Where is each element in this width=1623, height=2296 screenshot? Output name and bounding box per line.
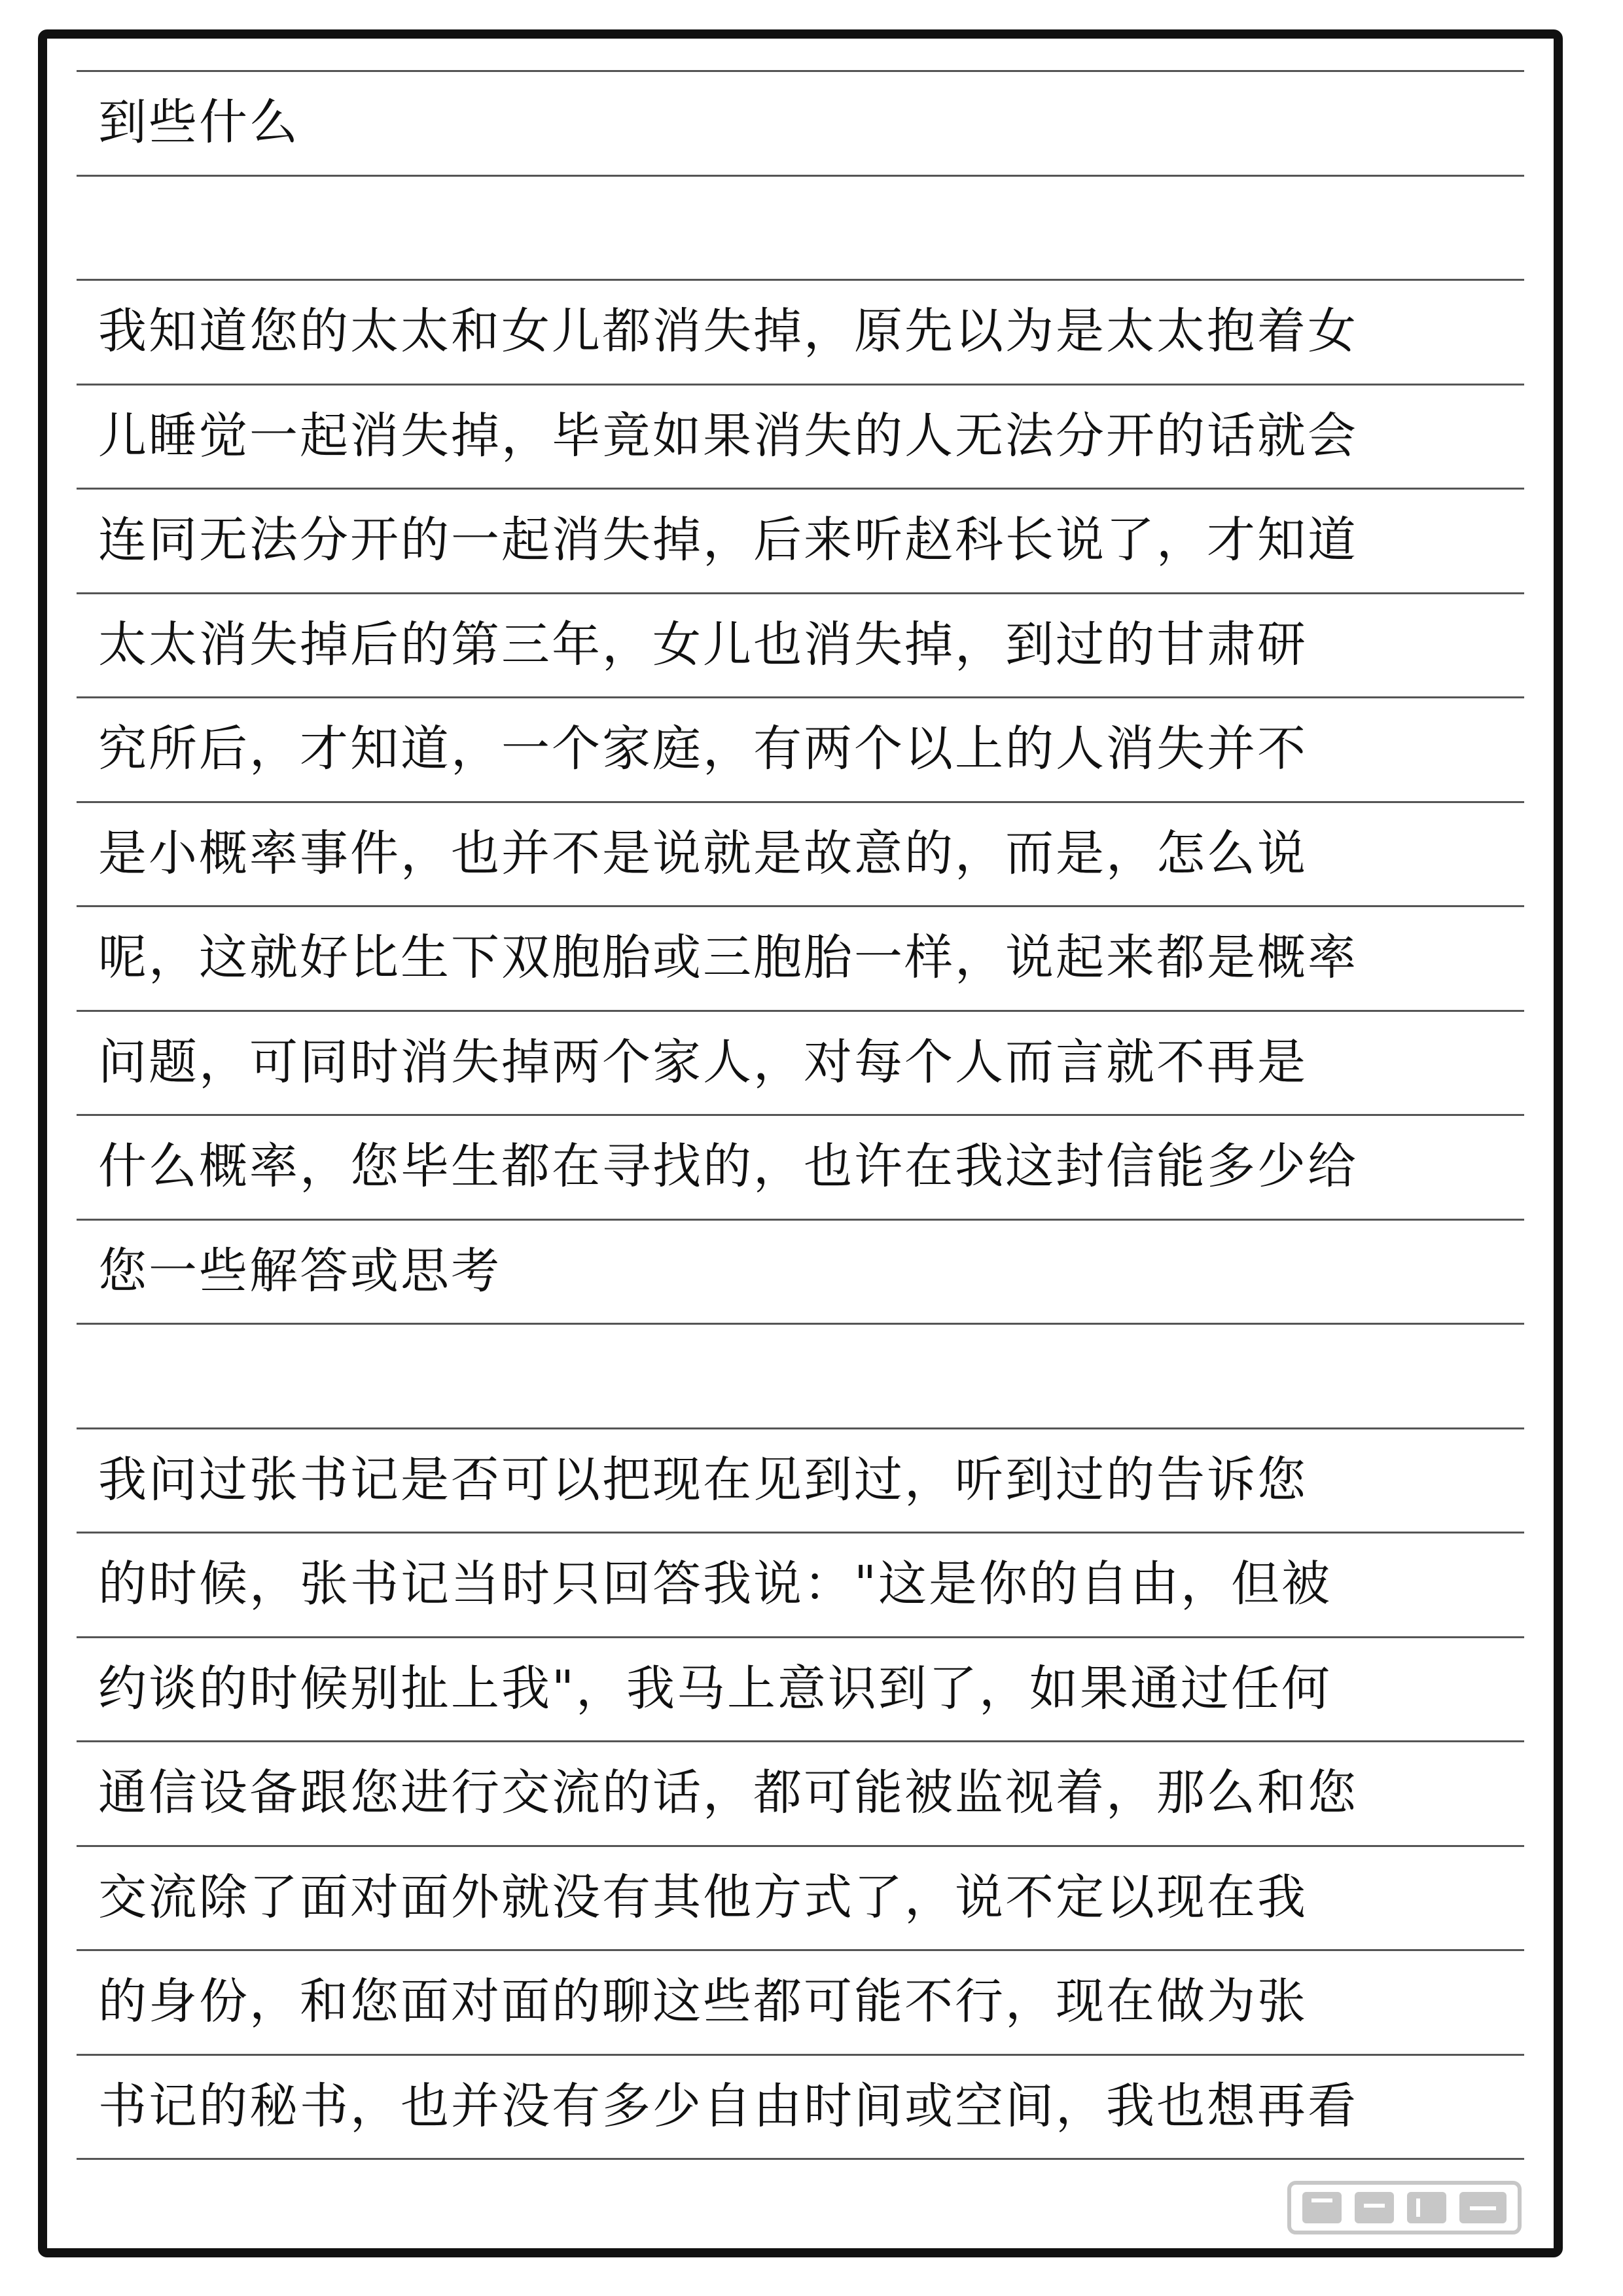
watermark-logo-icon <box>1287 2178 1522 2238</box>
letter-line: 问题，可同时消失掉两个家人，对每个人而言就不再是 <box>98 1033 1308 1090</box>
letter-line: 呢，这就好比生下双胞胎或三胞胎一样，说起来都是概率 <box>98 929 1358 986</box>
letter-line: 我知道您的太太和女儿都消失掉，原先以为是太太抱着女 <box>98 303 1358 359</box>
letter-line: 是小概率事件，也并不是说就是故意的，而是，怎么说 <box>98 825 1308 882</box>
letter-line: 的身份，和您面对面的聊这些都可能不行，现在做为张 <box>98 1973 1308 2030</box>
letter-line: 您一些解答或思考 <box>98 1242 501 1299</box>
letter-line: 书记的秘书，也并没有多少自由时间或空间，我也想再看 <box>98 2077 1358 2134</box>
letter-page <box>38 29 1563 2257</box>
letter-line: 交流除了面对面外就没有其他方式了，说不定以现在我 <box>98 1869 1308 1926</box>
letter-line: 到些什么 <box>98 94 300 151</box>
blank-line <box>98 175 1514 279</box>
letter-line: 的时候，张书记当时只回答我说："这是你的自由，但被 <box>98 1556 1332 1612</box>
letter-line: 儿睡觉一起消失掉，毕竟如果消失的人无法分开的话就会 <box>98 407 1358 464</box>
letter-line: 约谈的时候别扯上我"，我马上意识到了，如果通过任何 <box>98 1660 1332 1717</box>
letter-line: 我问过张书记是否可以把现在见到过，听到过的告诉您 <box>98 1451 1308 1508</box>
letter-line: 太太消失掉后的第三年，女儿也消失掉，到过的甘肃研 <box>98 616 1308 673</box>
letter-line: 究所后，才知道，一个家庭，有两个以上的人消失并不 <box>98 721 1308 777</box>
letter-line: 连同无法分开的一起消失掉，后来听赵科长说了，才知道 <box>98 512 1358 568</box>
letter-line: 什么概率，您毕生都在寻找的，也许在我这封信能多少给 <box>98 1138 1358 1194</box>
blank-line <box>98 1323 1514 1427</box>
letter-line: 通信设备跟您进行交流的话，都可能被监视着，那么和您 <box>98 1765 1358 1821</box>
